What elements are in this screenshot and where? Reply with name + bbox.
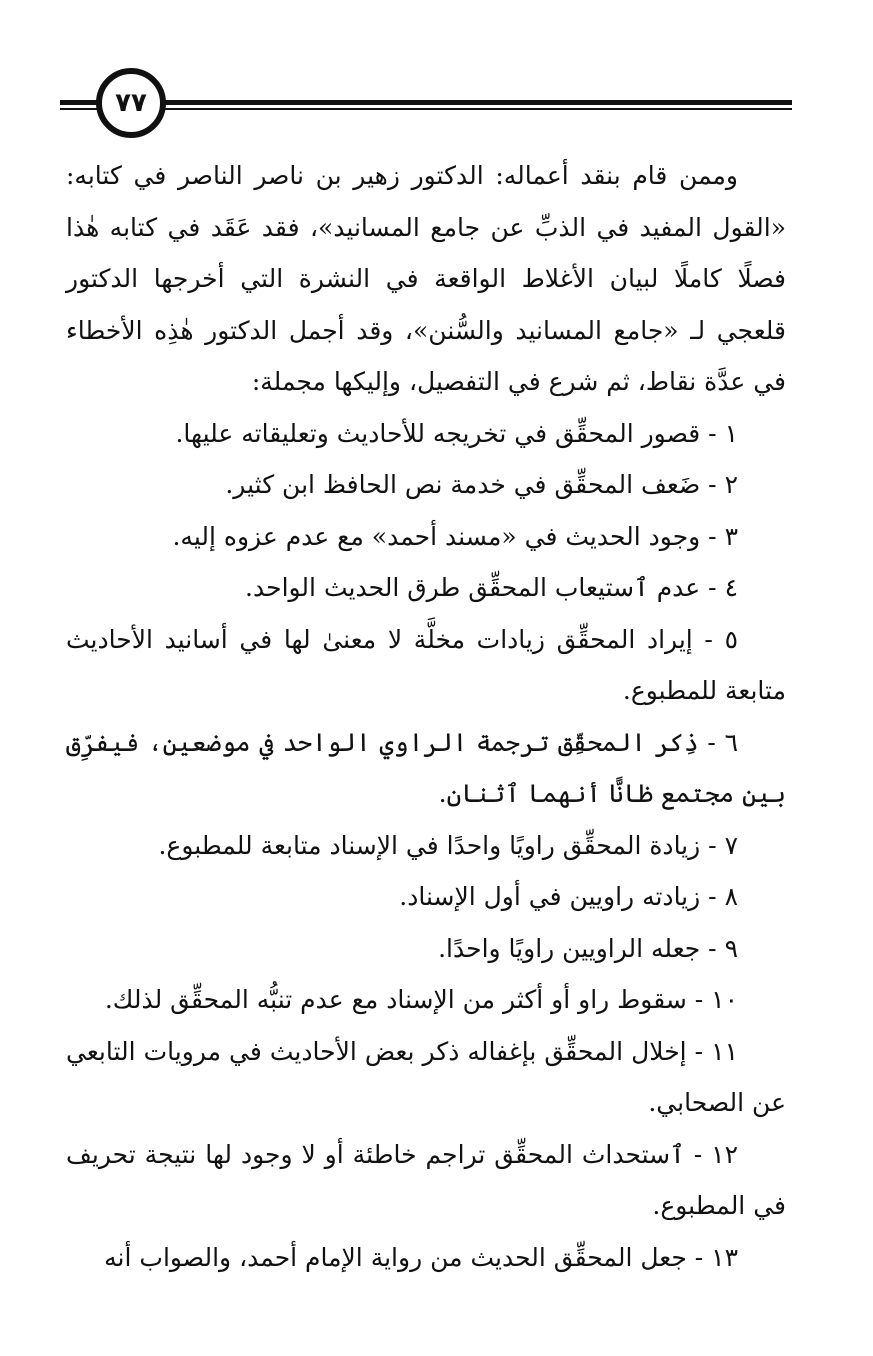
intro-paragraph: وممن قام بنقد أعماله: الدكتور زهير بن ناصر الناصر في كتابه: «القول المفيد في الذبِّ عن جامع المسانيد»، فقد عَقَد في كتابه هٰذا فصلًا كاملًا لبيان الأغلاط الواقعة في النشرة التي أخرجها الدكتور قلعجي لـ «جامع المسانيد والسُّنن»، وقد أجمل الدكتور هٰذِه الأخطاء في عدَّة نقاط، ثم شرع في التفصيل، وإليكها مجملة: <box>66 161 786 396</box>
list-item: ٢ - ضَعف المحقِّق في خدمة نص الحافظ ابن كثير. <box>225 470 738 499</box>
page-number-circle <box>96 68 166 138</box>
page-number: ٧٧ <box>115 88 147 118</box>
header-rule <box>160 100 792 105</box>
header-rule-thin <box>160 108 792 110</box>
list-item: ٤ - عدم ٱستيعاب المحقِّق طرق الحديث الواحد. <box>245 573 738 602</box>
header-rule-left <box>60 100 100 105</box>
list-item: ٧ - زيادة المحقِّق راويًا واحدًا في الإسناد متابعة للمطبوع. <box>158 830 738 860</box>
list-item: ١٢ - ٱستحداث المحقِّق تراجم خاطئة أو لا وجود لها نتيجة تحريف في المطبوع. <box>66 1139 786 1220</box>
list-item: ١١ - إخلال المحقِّق بإغفاله ذكر بعض الأحاديث في مرويات التابعي عن الصحابي. <box>66 1036 786 1117</box>
page-body <box>66 150 786 1283</box>
list-item: ٨ - زيادته راويين في أول الإسناد. <box>399 882 738 911</box>
list-item: ٩ - جعله الراويين راويًا واحدًا. <box>438 933 738 963</box>
list-item: ٣ - وجود الحديث في «مسند أحمد» مع عدم عزوه إليه. <box>172 521 738 551</box>
header-rule-left-thin <box>60 108 100 110</box>
list-item: ٥ - إيراد المحقِّق زيادات مخلَّة لا معنىٰ لها في أسانيد الأحاديث متابعة للمطبوع. <box>66 624 786 705</box>
list-item: ٦ - ذِكر المحقِّق ترجمة الراوي الواحد في موضعين، فيفرِّق بين مجتمع ظانًّا أنهما ٱثنان. <box>66 727 786 808</box>
list-item: ١ - قصور المحقِّق في تخريجه للأحاديث وتعليقاته عليها. <box>175 418 738 448</box>
list-item: ١٣ - جعل المحقِّق الحديث من رواية الإمام أحمد، والصواب أنه <box>104 1242 738 1272</box>
list-item: ١٠ - سقوط راو أو أكثر من الإسناد مع عدم تنبُّه المحقِّق لذلك. <box>104 985 738 1014</box>
page-header <box>60 66 792 142</box>
